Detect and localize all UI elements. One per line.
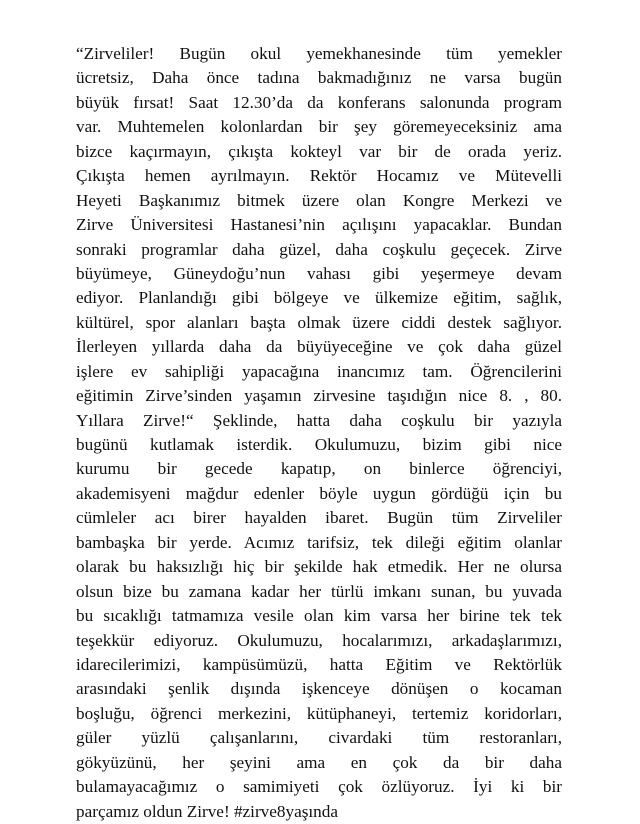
text-line: büyük fırsat! Saat 12.30’da da konferans salonunda program — [76, 92, 562, 112]
text-line: Heyeti Başkanımız bitmek üzere olan Kongre Merkezi ve — [76, 190, 562, 210]
text-line: bugünü kutlamak isterdik. Okulumuzu, bizim gibi nice — [76, 435, 562, 454]
text-line: İlerleyen yıllarda daha da büyüyeceğine ve çok daha güzel — [76, 337, 562, 357]
text-line: Zirve Üniversitesi Hastanesi’nin açılışını yapacaklar. Bundan — [76, 215, 562, 235]
text-line: arasındaki şenlik dışında işkenceye dönüşen o kocaman — [76, 679, 562, 699]
text-line: işlere ev sahipliği yapacağına inancımız tam. Öğrencilerini — [76, 361, 562, 381]
text-line: bulamayacağımız o samimiyeti çok özlüyoruz. İyi ki bir — [76, 777, 562, 797]
text-line: güler yüzlü çalışanlarını, civardaki tüm restoranları, — [76, 728, 562, 748]
text-line: eğitimin Zirve’sinden yaşamın zirvesine taşıdığın nice 8. , 80. — [76, 386, 562, 406]
text-line: Yıllara Zirve!“ Şeklinde, hatta daha coşkulu bir yazıyla — [76, 410, 562, 430]
text-line: boşluğu, öğrenci merkezini, kütüphaneyi, tertemiz koridorları, — [76, 703, 562, 723]
text-line: olarak bu haksızlığı hiç bir şekilde hak etmedik. Her ne olursa — [76, 557, 562, 577]
text-line: teşekkür ediyoruz. Okulumuzu, hocalarımızı, arkadaşlarımızı, — [76, 630, 562, 650]
text-line: ücretsiz, Daha önce tadına bakmadığınız ne varsa bugün — [76, 68, 562, 88]
text-line: var. Muhtemelen kolonlardan bir şey göremeyeceksiniz ama — [76, 117, 562, 137]
text-line: ediyor. Planlandığı gibi bölgeye ve ülkemize eğitim, sağlık, — [76, 288, 562, 308]
text-line: bu sıcaklığı tatmamıza vesile olan kim varsa her birine tek tek — [76, 606, 562, 626]
text-line: cümleler acı birer hayalden ibaret. Bugün tüm Zirveliler — [76, 508, 562, 528]
text-line: kurumu bir gecede kapatıp, on binlerce öğrenciyi, — [76, 459, 562, 479]
text-line: “Zirveliler! Bugün okul yemekhanesinde tüm yemekler — [76, 44, 562, 63]
text-line: parçamız oldun Zirve! #zirve8yaşında — [76, 801, 339, 821]
text-line: Çıkışta hemen ayrılmayın. Rektör Hocamız ve Mütevelli — [76, 166, 562, 186]
text-line: bizce kaçırmayın, çıkışta kokteyl var bir de orada yeriz. — [76, 141, 562, 161]
text-line: olsun bize bu zamana kadar her türlü imkanı sunan, bu yuvada — [76, 581, 562, 601]
text-line: sonraki programlar daha güzel, daha coşkulu geçecek. Zirve — [76, 239, 562, 259]
document-body — [76, 42, 562, 824]
text-line: büyümeye, Güneydoğu’nun vahası gibi yeşermeye devam — [76, 263, 562, 283]
text-line: idarecilerimizi, kampüsümüzü, hatta Eğitim ve Rektörlük — [76, 654, 562, 674]
text-line: akademisyeni mağdur edenler böyle uygun gördüğü için bu — [76, 483, 562, 503]
text-line: gökyüzünü, her şeyini ama en çok da bir daha — [76, 752, 562, 772]
text-line: bambaşka bir yerde. Acımız tarifsiz, tek dileği eğitim olanlar — [76, 532, 562, 552]
text-line: kültürel, spor alanları başta olmak üzere ciddi destek sağlıyor. — [76, 312, 562, 332]
